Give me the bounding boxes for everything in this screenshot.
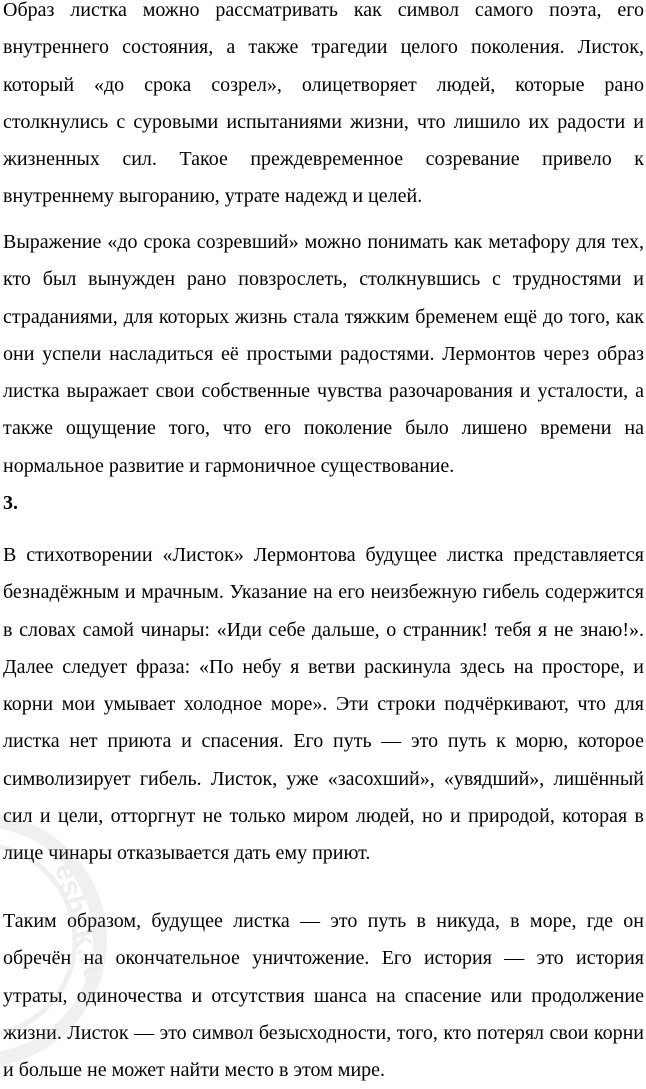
paragraph-3: В стихотворении «Листок» Лермонтова будущее листка представляется безнадёжным и мрачным. Указание на его неизбежную гибель содержится в словах самой чинары: «Иди себе дальше, о странник! тебя я не знаю!». Далее следует фраза: «По небу я ветви раскинула здесь на просторе, и корни мои умывает холодное море». Эти строки подчёркивают, что для листка нет приюта и спасения. Его путь — это путь к морю, которое символизирует гибель. Листок, уже «засохший», «увядший», лишённый сил и цели, отторгнут не только миром людей, но и природой, которая в лице чинары отказывается дать ему приют. — [3, 544, 644, 865]
section-number: 3. — [3, 492, 18, 514]
paragraph-2: Выражение «до срока созревший» можно понимать как метафору для тех, кто был вынужден рано повзрослеть, столкнувшись с трудностями и страданиями, для которых жизнь стала тяжким бременем ещё до того, как они успели насладиться её простыми радостями. Лермонтов через образ листка выражает свои собственные чувства разочарования и усталости, а также ощущение того, что его поколение было лишено времени на нормальное развитие и гармоничное существование. — [3, 231, 644, 477]
paragraph-4: Таким образом, будущее листка — это путь в никуда, в море, где он обречён на окончательное уничтожение. Его история — это история утраты, одиночества и отсутствия шанса на спасение или продолжение жизни. Листок — это символ безысходности, того, кто потерял свои корни и больше не может найти место в этом мире. — [3, 910, 644, 1082]
paragraph-1: Образ листка можно рассматривать как символ самого поэта, его внутреннего состояния, а также трагедии целого поколения. Листок, который «до срока созрел», олицетворяет людей, которые рано столкнулись с суровыми испытаниями жизни, что лишило их радости и жизненных сил. Такое преждевременное созревание привело к внутреннему выгоранию, утрате надежд и целей. — [3, 0, 644, 208]
watermark-text: reshak.ru — [45, 848, 113, 988]
